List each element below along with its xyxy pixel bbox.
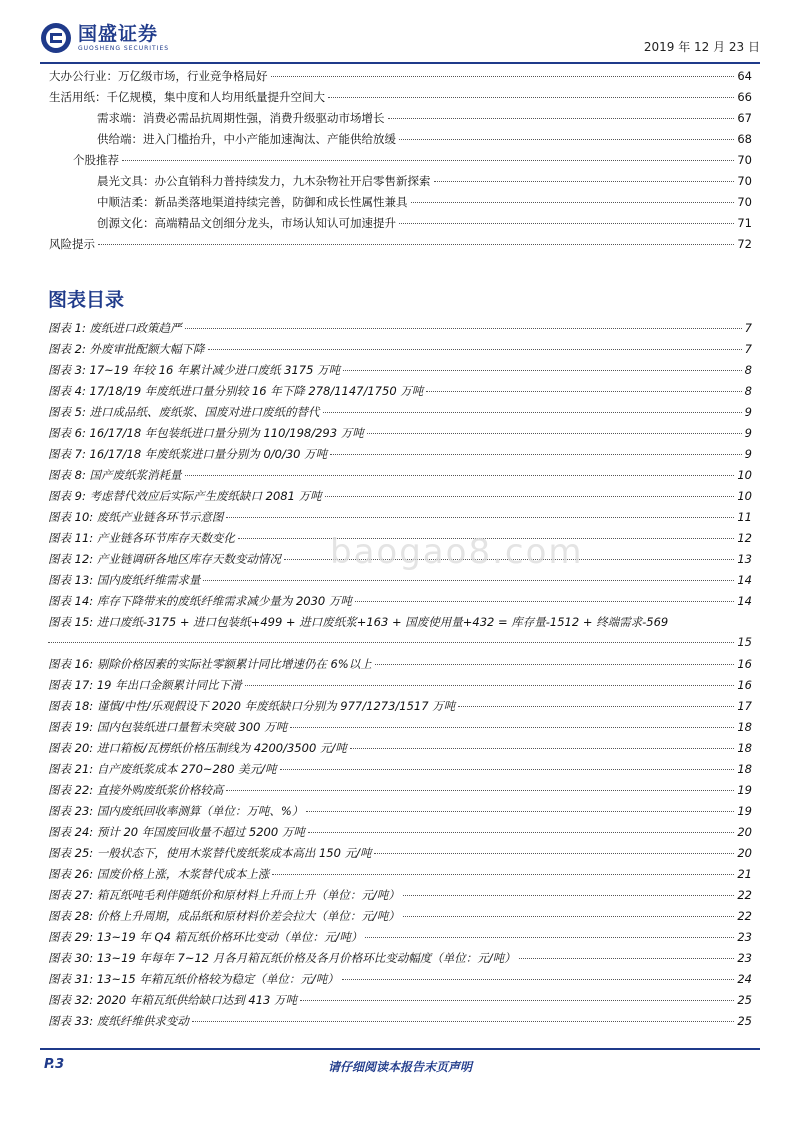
figure-entry-page: 23 xyxy=(737,930,752,944)
disclaimer-note: 请仔细阅读本报告末页声明 xyxy=(327,1060,472,1074)
dot-leader xyxy=(374,853,734,854)
figure-entry-title: 图表 1: 废纸进口政策趋严 xyxy=(48,321,182,335)
figure-entry-title: 图表 16: 剔除价格因素的实际社零额累计同比增速仍在 6%以上 xyxy=(48,657,372,671)
figure-entry-title: 图表 9: 考虑替代效应后实际产生废纸缺口 2081 万吨 xyxy=(48,489,322,503)
figure-entry-page: 20 xyxy=(737,825,752,839)
dot-leader xyxy=(403,895,735,896)
dot-leader xyxy=(323,412,742,413)
dot-leader xyxy=(365,937,734,938)
figure-entry[interactable] xyxy=(48,1013,752,1034)
figure-entry[interactable] xyxy=(48,740,752,761)
figure-entry[interactable] xyxy=(48,467,752,488)
toc-entry-page: 71 xyxy=(737,216,752,230)
dot-leader xyxy=(325,496,735,497)
figure-entry-title: 图表 13: 国内废纸纤维需求量 xyxy=(48,573,201,587)
company-logo xyxy=(40,22,169,54)
figure-entry-page: 13 xyxy=(737,552,752,566)
figure-entry-page: 11 xyxy=(737,510,752,524)
figure-entry-title: 图表 24: 预计 20 年国废回收量不超过 5200 万吨 xyxy=(48,825,305,839)
toc-entry-title: 风险提示 xyxy=(49,237,95,251)
logo-name: 国盛证券 xyxy=(78,22,159,45)
watermark: baogao8.com xyxy=(330,532,584,572)
page-number: P.3 xyxy=(44,1057,65,1072)
dot-leader xyxy=(367,433,742,434)
figure-entry-page: 24 xyxy=(737,972,752,986)
figure-entry-title: 图表 26: 国废价格上涨，木浆替代成本上涨 xyxy=(48,867,270,881)
toc-entry[interactable] xyxy=(49,194,752,215)
figure-entry-page: 17 xyxy=(737,699,752,713)
toc-entry[interactable] xyxy=(49,215,752,236)
dot-leader xyxy=(280,769,735,770)
dot-leader xyxy=(192,1021,735,1022)
dot-leader xyxy=(271,76,735,77)
figure-entry-title: 图表 19: 国内包装纸进口量暂未突破 300 万吨 xyxy=(48,720,288,734)
figure-entry-page: 14 xyxy=(737,594,752,608)
toc-entry[interactable] xyxy=(49,68,752,89)
figure-entry[interactable] xyxy=(48,341,752,362)
report-date: 2019 年 12 月 23 日 xyxy=(643,40,760,54)
figure-entry[interactable] xyxy=(48,425,752,446)
figure-entry-title: 图表 31: 13~15 年箱瓦纸价格较为稳定（单位：元/吨） xyxy=(48,972,339,986)
table-of-contents xyxy=(49,68,752,257)
figure-entry[interactable] xyxy=(48,761,752,782)
figure-entry-title: 图表 14: 库存下降带来的废纸纤维需求减少量为 2030 万吨 xyxy=(48,594,352,608)
figure-entry-page: 18 xyxy=(737,720,752,734)
dot-leader xyxy=(272,874,734,875)
figure-entry-title: 图表 12: 产业链调研各地区库存天数变动情况 xyxy=(48,552,281,566)
toc-entry-page: 68 xyxy=(737,132,752,146)
figure-list xyxy=(48,320,752,1034)
dot-leader xyxy=(388,118,735,119)
toc-entry-page: 70 xyxy=(737,153,752,167)
figure-entry-page: 18 xyxy=(737,762,752,776)
toc-entry-title: 供给端：进入门槛抬升，中小产能加速淘汰、产能供给放缓 xyxy=(97,132,396,146)
figure-entry[interactable] xyxy=(48,782,752,803)
figure-entry-title: 图表 25: 一般状态下，使用木浆替代废纸浆成本高出 150 元/吨 xyxy=(48,846,372,860)
dot-leader xyxy=(306,811,734,812)
dot-leader xyxy=(300,1000,734,1001)
figure-entry-title: 图表 15: 进口废纸-3175 + 进口包装纸+499 + 进口废纸浆+163 + 国废使用量+432 = 库存量-1512 + 终端需求-569 xyxy=(48,615,669,629)
dot-leader xyxy=(330,454,742,455)
toc-entry[interactable] xyxy=(49,131,752,152)
dot-leader xyxy=(226,790,734,791)
dot-leader xyxy=(185,328,742,329)
toc-entry-page: 70 xyxy=(737,195,752,209)
dot-leader xyxy=(122,160,734,161)
figure-entry[interactable] xyxy=(48,845,752,866)
figure-entry[interactable] xyxy=(48,803,752,824)
figure-entry-title: 图表 20: 进口箱板/瓦楞纸价格压制线为 4200/3500 元/吨 xyxy=(48,741,347,755)
figure-entry-title: 图表 29: 13~19 年 Q4 箱瓦纸价格环比变动（单位：元/吨） xyxy=(48,930,363,944)
figure-entry[interactable] xyxy=(48,719,752,740)
dot-leader xyxy=(48,642,734,643)
figure-entry-title: 图表 3: 17~19 年较 16 年累计减少进口废纸 3175 万吨 xyxy=(48,363,341,377)
figure-entry-title: 图表 7: 16/17/18 年废纸浆进口量分别为 0/0/30 万吨 xyxy=(48,447,328,461)
figure-entry-title: 图表 4: 17/18/19 年废纸进口量分别较 16 年下降 278/1147/1750 万吨 xyxy=(48,384,424,398)
toc-entry[interactable] xyxy=(49,110,752,131)
figure-entry[interactable] xyxy=(48,887,752,908)
figure-entry-page: 10 xyxy=(737,489,752,503)
header-divider xyxy=(40,62,760,64)
figure-list-title: 图表目录 xyxy=(48,289,125,311)
toc-entry-title: 生活用纸：千亿规模，集中度和人均用纸量提升空间大 xyxy=(49,90,325,104)
figure-entry-page: 16 xyxy=(737,678,752,692)
figure-entry[interactable] xyxy=(48,488,752,509)
dot-leader xyxy=(185,475,735,476)
figure-entry[interactable] xyxy=(48,929,752,950)
figure-entry[interactable] xyxy=(48,362,752,383)
figure-entry-page: 8 xyxy=(744,363,752,377)
figure-entry-title: 图表 2: 外废审批配额大幅下降 xyxy=(48,342,205,356)
figure-entry-page: 25 xyxy=(737,1014,752,1028)
dot-leader xyxy=(426,391,741,392)
toc-entry[interactable] xyxy=(49,173,752,194)
figure-entry-page: 9 xyxy=(744,405,752,419)
figure-entry[interactable] xyxy=(48,908,752,929)
figure-entry-page: 19 xyxy=(737,783,752,797)
toc-entry[interactable] xyxy=(49,152,752,173)
figure-entry[interactable] xyxy=(48,698,752,719)
logo-icon xyxy=(40,22,72,54)
dot-leader xyxy=(308,832,735,833)
figure-entry[interactable] xyxy=(48,950,752,971)
figure-entry-title: 图表 6: 16/17/18 年包装纸进口量分别为 110/198/293 万吨 xyxy=(48,426,364,440)
dot-leader xyxy=(403,916,735,917)
figure-entry[interactable] xyxy=(48,383,752,404)
dot-leader xyxy=(375,664,735,665)
toc-entry-page: 66 xyxy=(737,90,752,104)
dot-leader xyxy=(245,685,735,686)
figure-entry[interactable] xyxy=(48,656,752,677)
figure-entry-page: 21 xyxy=(737,867,752,881)
figure-entry-page: 9 xyxy=(744,426,752,440)
figure-entry-title: 图表 11: 产业链各环节库存天数变化 xyxy=(48,531,235,545)
figure-entry-title: 图表 17: 19 年出口金额累计同比下滑 xyxy=(48,678,242,692)
dot-leader xyxy=(458,706,734,707)
figure-entry-title: 图表 18: 谨慎/中性/乐观假设下 2020 年废纸缺口分别为 977/1273/1517 万吨 xyxy=(48,699,456,713)
figure-entry-title: 图表 5: 进口成品纸、废纸浆、国废对进口废纸的替代 xyxy=(48,405,320,419)
dot-leader xyxy=(399,139,734,140)
dot-leader xyxy=(355,601,734,602)
figure-entry-page: 16 xyxy=(737,657,752,671)
figure-entry-title: 图表 27: 箱瓦纸吨毛利伴随纸价和原材料上升而上升（单位：元/吨） xyxy=(48,888,400,902)
figure-entry[interactable] xyxy=(48,677,752,698)
dot-leader xyxy=(290,727,734,728)
footer-divider xyxy=(40,1048,760,1050)
figure-entry-page: 7 xyxy=(744,321,752,335)
figure-entry-title: 图表 32: 2020 年箱瓦纸供给缺口达到 413 万吨 xyxy=(48,993,298,1007)
figure-entry-page: 9 xyxy=(744,447,752,461)
figure-entry[interactable] xyxy=(48,614,752,635)
figure-entry[interactable] xyxy=(48,404,752,425)
toc-entry-page: 70 xyxy=(737,174,752,188)
dot-leader xyxy=(342,979,735,980)
dot-leader xyxy=(399,223,734,224)
dot-leader xyxy=(411,202,735,203)
figure-entry-title: 图表 21: 自产废纸浆成本 270~280 美元/吨 xyxy=(48,762,277,776)
dot-leader xyxy=(208,349,742,350)
figure-entry[interactable] xyxy=(48,509,752,530)
figure-entry[interactable] xyxy=(48,593,752,614)
figure-entry[interactable] xyxy=(48,572,752,593)
dot-leader xyxy=(328,97,734,98)
dot-leader xyxy=(434,181,735,182)
logo-name-en: GUOSHENG SECURITIES xyxy=(78,44,170,52)
dot-leader xyxy=(519,958,735,959)
figure-entry-page: 19 xyxy=(737,804,752,818)
figure-entry-title: 图表 10: 废纸产业链各环节示意图 xyxy=(48,510,224,524)
figure-entry-page: 14 xyxy=(737,573,752,587)
dot-leader xyxy=(226,517,734,518)
figure-entry-page: 22 xyxy=(737,909,752,923)
figure-entry-title: 图表 8: 国产废纸浆消耗量 xyxy=(48,468,182,482)
figure-entry[interactable] xyxy=(48,824,752,845)
toc-entry-title: 中顺洁柔：新品类落地渠道持续完善，防御和成长性属性兼具 xyxy=(97,195,408,209)
toc-entry-title: 需求端：消费必需品抗周期性强，消费升级驱动市场增长 xyxy=(97,111,385,125)
figure-entry-page: 12 xyxy=(737,531,752,545)
figure-entry-title: 图表 23: 国内废纸回收率测算（单位：万吨、%） xyxy=(48,804,304,818)
figure-entry-page: 10 xyxy=(737,468,752,482)
toc-entry-page: 67 xyxy=(737,111,752,125)
toc-entry-title: 晨光文具：办公直销科力普持续发力，九木杂物社开启零售新探索 xyxy=(97,174,431,188)
toc-entry-title: 个股推荐 xyxy=(73,153,119,167)
figure-entry-title: 图表 33: 废纸纤维供求变动 xyxy=(48,1014,189,1028)
figure-entry[interactable] xyxy=(48,320,752,341)
figure-entry-page: 20 xyxy=(737,846,752,860)
figure-entry-continuation[interactable] xyxy=(48,635,752,656)
figure-entry-page: 15 xyxy=(737,635,752,649)
page-header xyxy=(40,22,760,62)
figure-entry[interactable] xyxy=(48,971,752,992)
figure-entry[interactable] xyxy=(48,446,752,467)
figure-entry-title: 图表 30: 13~19 年每年 7~12 月各月箱瓦纸价格及各月价格环比变动幅度（单位：元/吨） xyxy=(48,951,516,965)
figure-entry[interactable] xyxy=(48,992,752,1013)
figure-entry[interactable] xyxy=(48,866,752,887)
figure-entry-title: 图表 28: 价格上升周期，成品纸和原材料价差会拉大（单位：元/吨） xyxy=(48,909,400,923)
toc-entry-page: 72 xyxy=(737,237,752,251)
figure-entry-page: 25 xyxy=(737,993,752,1007)
dot-leader xyxy=(98,244,734,245)
toc-entry-title: 创源文化：高端精品文创细分龙头，市场认知认可加速提升 xyxy=(97,216,396,230)
figure-entry-title: 图表 22: 直接外购废纸浆价格较高 xyxy=(48,783,224,797)
dot-leader xyxy=(350,748,735,749)
toc-entry[interactable] xyxy=(49,236,752,257)
figure-entry-page: 23 xyxy=(737,951,752,965)
dot-leader xyxy=(343,370,742,371)
dot-leader xyxy=(203,580,734,581)
figure-entry-page: 8 xyxy=(744,384,752,398)
toc-entry-page: 64 xyxy=(737,69,752,83)
toc-entry[interactable] xyxy=(49,89,752,110)
toc-entry-title: 大办公行业：万亿级市场，行业竞争格局好 xyxy=(49,69,268,83)
figure-entry-page: 18 xyxy=(737,741,752,755)
figure-entry-page: 22 xyxy=(737,888,752,902)
figure-entry-page: 7 xyxy=(744,342,752,356)
